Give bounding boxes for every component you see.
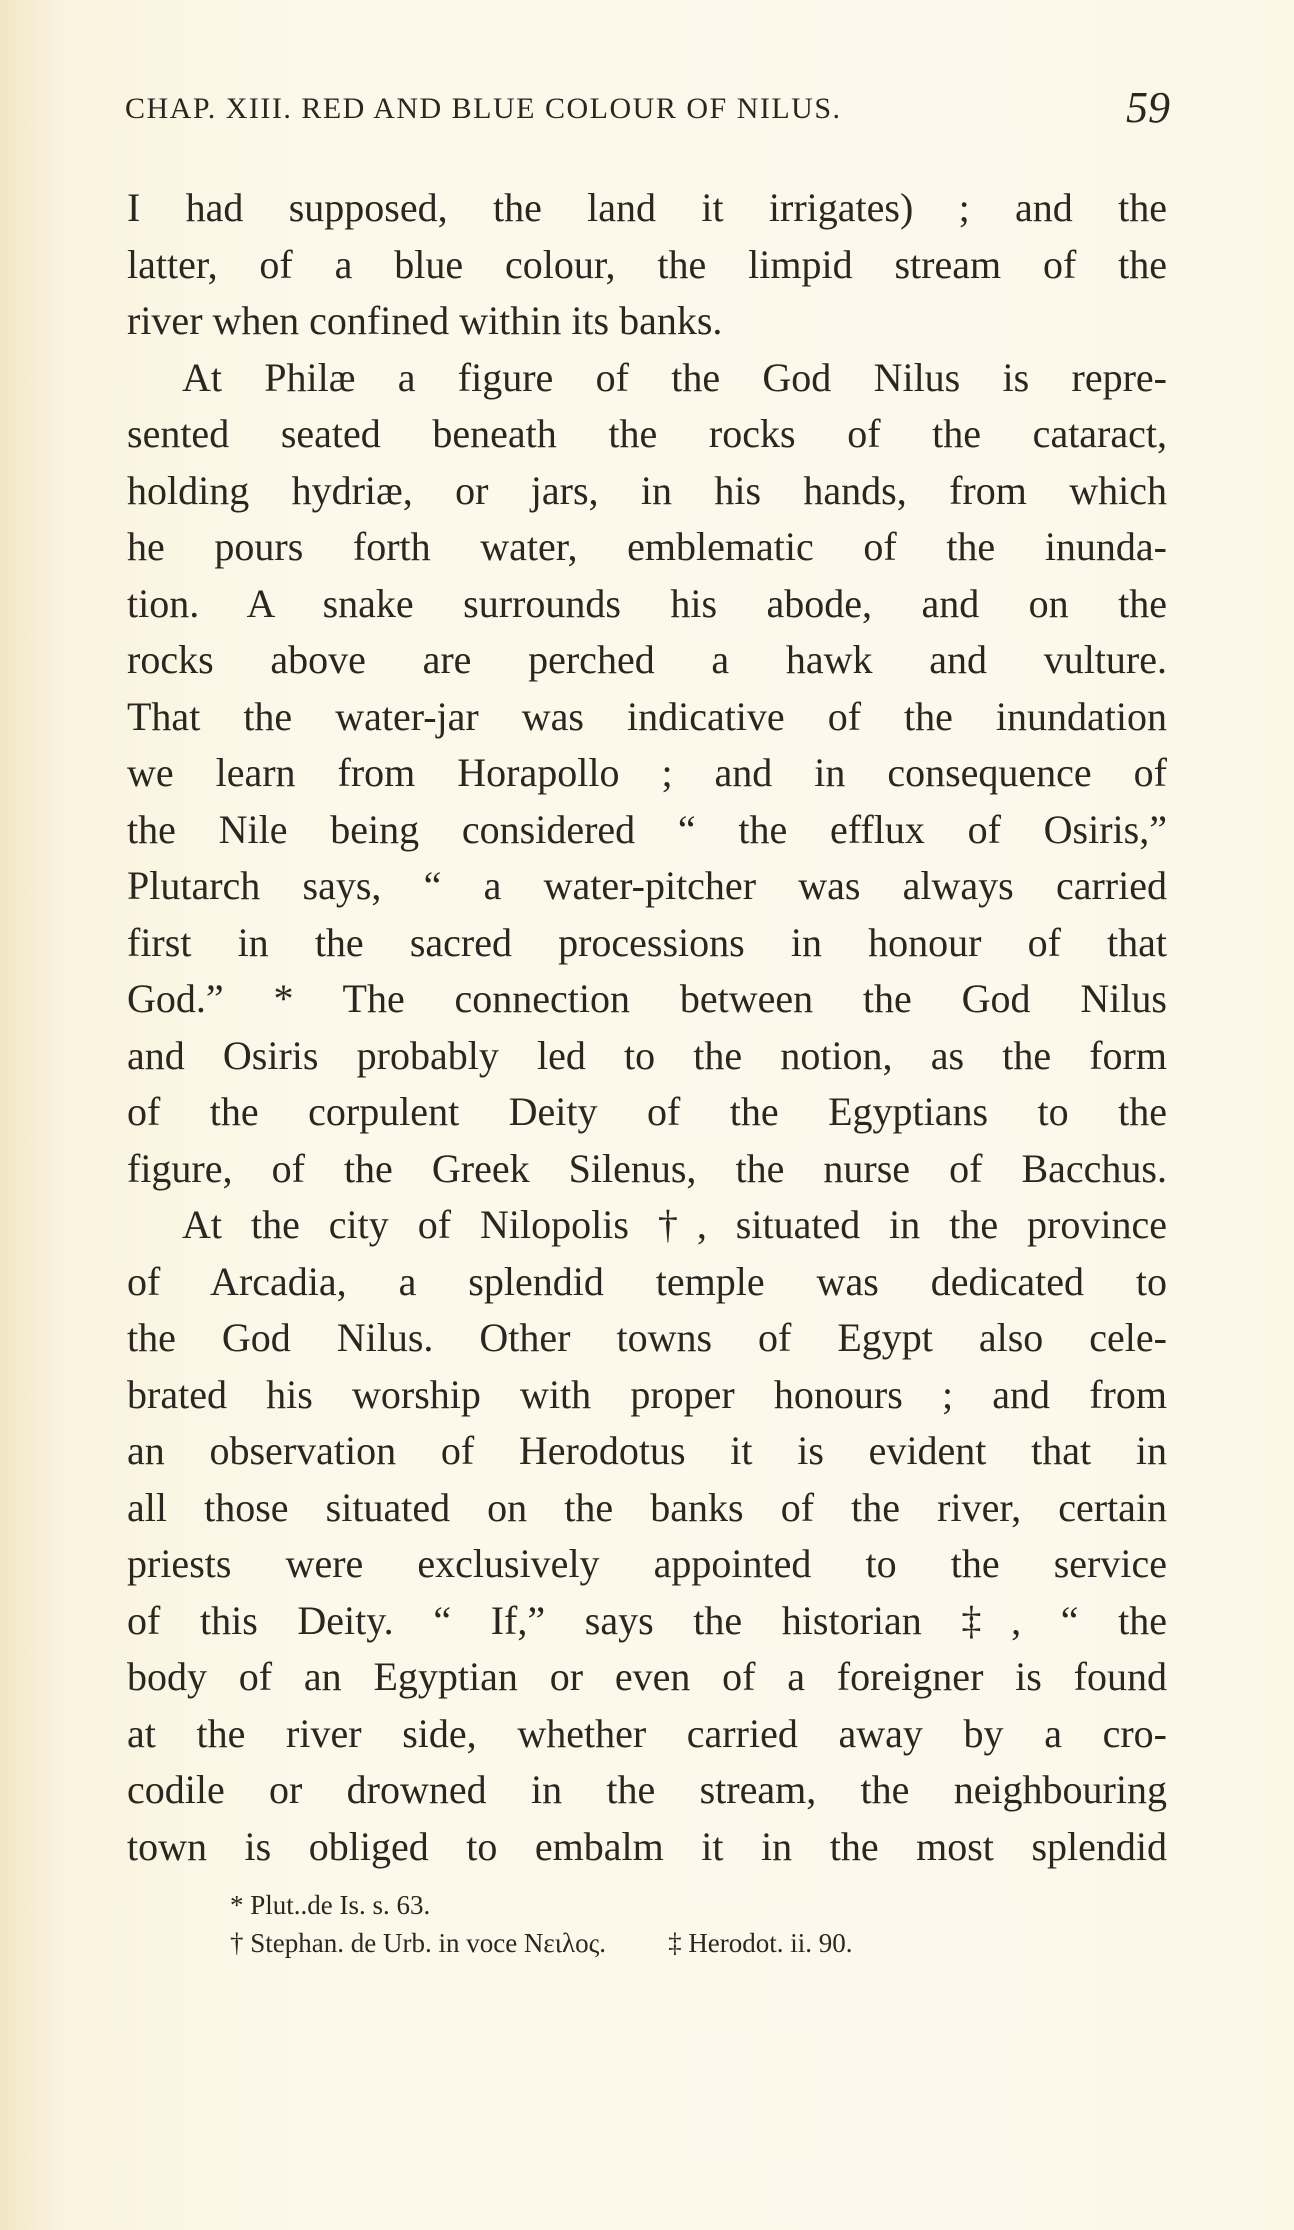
text-line: holding hydriæ, or jars, in his hands, from which	[127, 467, 1167, 513]
running-head: CHAP. XIII. RED AND BLUE COLOUR OF NILUS.	[125, 92, 842, 125]
text-line: figure, of the Greek Silenus, the nurse of Bacchus.	[127, 1145, 1167, 1191]
text-line: of the corpulent Deity of the Egyptians to the	[127, 1089, 1167, 1134]
text-line: town is obliged to embalm it in the most splendid	[127, 1823, 1167, 1869]
text-line: the Nile being considered “ the efflux of Osiris,”	[127, 806, 1167, 852]
text-line: brated his worship with proper honours ; and from	[127, 1371, 1167, 1417]
text-line: tion. A snake surrounds his abode, and on the	[127, 580, 1167, 626]
text-line: That the water-jar was indicative of the inundation	[127, 693, 1167, 739]
text-line: of this Deity. “ If,” says the historian ‡, “ the	[127, 1597, 1167, 1643]
text-line: river when confined within its banks.	[127, 298, 723, 343]
text-line: rocks above are perched a hawk and vulture.	[127, 637, 1167, 682]
footnote-1: * Plut..de Is. s. 63.	[230, 1890, 431, 1920]
text-line: body of an Egyptian or even of a foreigner is found	[127, 1654, 1167, 1699]
text-line: At Philæ a figure of the God Nilus is repre-	[182, 354, 1167, 400]
footnote-row	[230, 1924, 1130, 1962]
text-line: priests were exclusively appointed to the service	[127, 1541, 1167, 1586]
body-text	[127, 180, 1167, 1875]
text-line: latter, of a blue colour, the limpid stream of the	[127, 241, 1167, 287]
text-line: an observation of Herodotus it is evident that in	[127, 1428, 1167, 1473]
text-line: of Arcadia, a splendid temple was dedicated to	[127, 1258, 1167, 1304]
text-line: the God Nilus. Other towns of Egypt also cele-	[127, 1315, 1167, 1360]
footnote-3: ‡ Herodot. ii. 90.	[668, 1928, 853, 1958]
text-line: and Osiris probably led to the notion, as the form	[127, 1032, 1167, 1078]
text-line: first in the sacred processions in honour of that	[127, 919, 1167, 965]
text-line: codile or drowned in the stream, the neighbouring	[127, 1767, 1167, 1812]
text-line: we learn from Horapollo ; and in consequence of	[127, 750, 1167, 795]
text-line: I had supposed, the land it irrigates) ; and the	[127, 185, 1167, 230]
text-line: at the river side, whether carried away by a cro-	[127, 1710, 1167, 1756]
text-line: At the city of Nilopolis †, situated in the province	[182, 1202, 1167, 1247]
text-line: Plutarch says, “ a water-pitcher was always carried	[127, 863, 1167, 908]
text-line: all those situated on the banks of the river, certain	[127, 1484, 1167, 1530]
text-line: he pours forth water, emblematic of the inunda-	[127, 524, 1167, 569]
footnotes	[230, 1886, 1130, 1962]
text-line: sented seated beneath the rocks of the cataract,	[127, 411, 1167, 456]
footnote-2: † Stephan. de Urb. in voce Νειλος.	[230, 1928, 607, 1958]
text-line: God.” * The connection between the God Nilus	[127, 976, 1167, 1021]
page-number: 59	[1126, 83, 1170, 132]
page-header	[125, 83, 1170, 138]
